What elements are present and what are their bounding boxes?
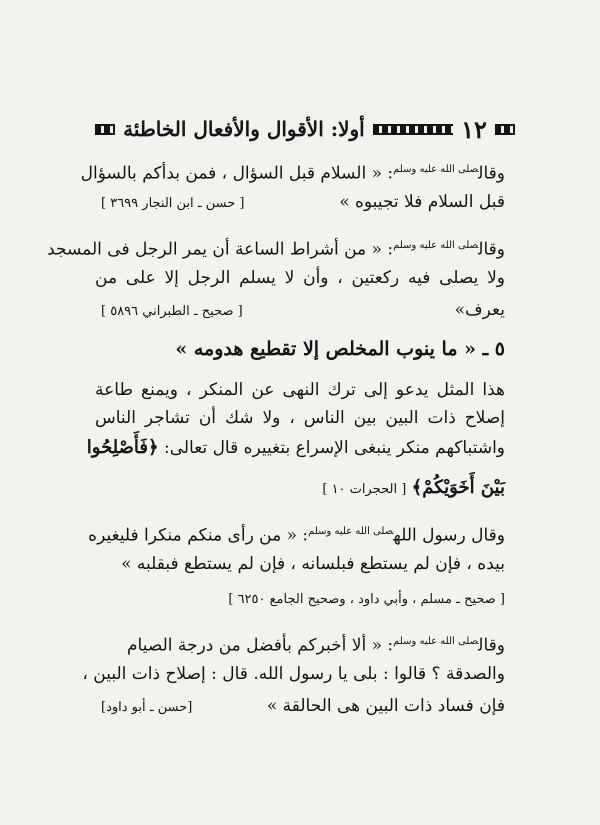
hadith4-intro: وقال: [478, 635, 505, 656]
paragraph-text: واشتباكهم منكر ينبغى الإسراع بتغييره قال تعالى:: [163, 438, 505, 458]
paragraph-line2: إصلاح ذات البين بين الناس ، ولا شك أن تشاجر الناس: [95, 408, 505, 428]
hadith1-line2: [95, 190, 505, 214]
hadith2-line3: [95, 298, 505, 322]
hadith2-intro: وقال: [478, 239, 505, 260]
pbuh-mark: صلى الله عليه وسلم: [308, 526, 394, 537]
hadith4-line1: [127, 630, 505, 658]
hadith3-line2: بيده ، فإن لم يستطع فبلسانه ، فإن لم يستطع فبقلبه »: [121, 554, 505, 574]
chapter-title: أولا: الأقوال والأفعال الخاطئة: [123, 117, 365, 141]
hadith1-text-b: قبل السلام فلا تجيبوه »: [339, 192, 505, 212]
hadith4-line3: [95, 694, 505, 718]
hadith2-text-c: يعرف»: [454, 300, 505, 320]
quran-verse-a: ﴿فَأَصْلِحُوا: [86, 437, 159, 458]
hadith4-text-a: : « ألا أخبركم بأفضل من درجة الصيام: [127, 635, 394, 656]
quran-verse-b: بَيْنَ أَخَوَيْكُمْ﴾: [411, 477, 505, 498]
paragraph-line4: [322, 476, 505, 502]
page-number: ١٢: [461, 114, 487, 144]
hadith2-text-a: : « من أشراط الساعة أن يمر الرجل فى المسجد: [47, 239, 394, 260]
hadith4-text-c: فإن فساد ذات البين هى الحالقة »: [266, 696, 505, 716]
pbuh-mark: صلى الله عليه وسلم: [393, 240, 479, 251]
quran-reference: [ الحجرات ١٠ ]: [322, 482, 407, 497]
section-heading: ٥ ـ « ما ينوب المخلص إلا تقطيع هدومه »: [175, 338, 505, 360]
page-header: [95, 112, 515, 146]
header-ornament-left: [95, 124, 115, 135]
hadith4-reference: [حسن ـ أبو داود]: [101, 700, 193, 715]
header-ornament-right: [495, 124, 515, 135]
pbuh-mark: صلى الله عليه وسلم: [393, 636, 479, 647]
hadith3-text-a: : « من رأى منكم منكرا فليغيره: [88, 525, 309, 546]
hadith1-text-a: : « السلام قبل السؤال ، فمن بدأكم بالسؤال: [80, 163, 394, 184]
hadith1-intro: وقال: [478, 163, 505, 184]
hadith1-line1: [81, 158, 505, 186]
hadith1-reference: [ حسن ـ ابن النجار ٣٦٩٩ ]: [101, 196, 245, 211]
hadith3-reference: [ صحيح ـ مسلم ، وأبي داود ، وصحيح الجامع ٦٢٥٠ ]: [228, 592, 505, 607]
hadith3-intro: وقال رسول الله: [393, 525, 505, 546]
hadith3-line1: [88, 520, 505, 548]
hadith4-line2: والصدقة ؟ قالوا : بلى يا رسول الله. قال : إصلاح ذات البين ،: [82, 664, 505, 684]
hadith2-line1: [47, 234, 505, 262]
header-ornament-middle: [373, 124, 453, 135]
paragraph-line1: هذا المثل يدعو إلى ترك النهى عن المنكر ، ويمنع طاعة: [95, 380, 505, 400]
hadith2-reference: [ صحيح ـ الطبراني ٥٨٩٦ ]: [101, 304, 243, 319]
hadith2-line2: ولا يصلى فيه ركعتين ، وأن لا يسلم الرجل إلا على من: [95, 268, 505, 288]
pbuh-mark: صلى الله عليه وسلم: [393, 164, 479, 175]
paragraph-line3: [87, 436, 505, 460]
